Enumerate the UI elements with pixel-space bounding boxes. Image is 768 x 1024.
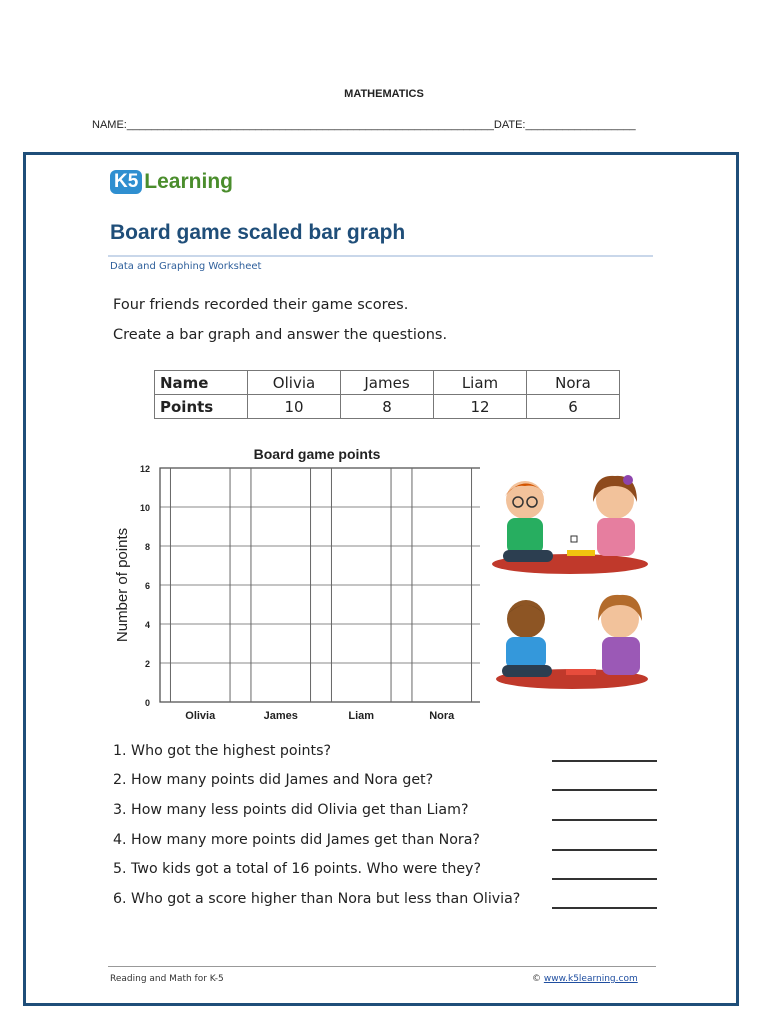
answer-blank-4[interactable] xyxy=(552,849,657,851)
table-cell: James xyxy=(341,371,434,395)
question-4: 4. How many more points did James get than Nora? xyxy=(113,832,480,848)
answer-blank-3[interactable] xyxy=(552,819,657,821)
answer-blank-5[interactable] xyxy=(552,878,657,880)
table-cell: 6 xyxy=(527,395,620,419)
table-cell: 8 xyxy=(341,395,434,419)
y-tick-label: 4 xyxy=(144,620,150,630)
x-tick-label: Olivia xyxy=(185,710,216,722)
kids-playing-illustration-2 xyxy=(490,593,660,693)
x-tick-label: James xyxy=(263,710,298,722)
question-3: 3. How many less points did Olivia get than Liam? xyxy=(113,802,469,818)
footer-text: Reading and Math for K-5 xyxy=(110,974,224,984)
y-axis-label: Number of points xyxy=(114,527,131,643)
question-6: 6. Who got a score higher than Nora but less than Olivia? xyxy=(113,891,521,907)
instruction-1: Four friends recorded their game scores. xyxy=(113,297,409,313)
table-cell: 12 xyxy=(434,395,527,419)
question-5: 5. Two kids got a total of 16 points. Who were they? xyxy=(113,861,481,877)
y-tick-label: 8 xyxy=(144,542,150,552)
y-tick-label: 10 xyxy=(139,503,150,513)
answer-blank-6[interactable] xyxy=(552,907,657,909)
table-cell: 10 xyxy=(248,395,341,419)
footer-divider xyxy=(108,966,656,967)
copyright-symbol: © xyxy=(532,974,541,984)
instruction-2: Create a bar graph and answer the questions. xyxy=(113,327,448,343)
table-cell: Nora xyxy=(527,371,620,395)
question-2: 2. How many points did James and Nora get? xyxy=(113,772,434,788)
footer-link[interactable]: www.k5learning.com xyxy=(543,974,638,984)
y-tick-label: 2 xyxy=(144,659,150,669)
y-tick-label: 6 xyxy=(144,581,150,591)
question-1: 1. Who got the highest points? xyxy=(113,743,332,759)
table-row xyxy=(155,371,620,395)
logo-prefix: K5 xyxy=(110,170,142,194)
scores-table xyxy=(154,370,620,419)
worksheet-subtitle: Data and Graphing Worksheet xyxy=(110,261,262,272)
y-tick-label: 12 xyxy=(139,464,150,474)
answer-blank-2[interactable] xyxy=(552,789,657,791)
table-row xyxy=(155,395,620,419)
x-tick-label: Nora xyxy=(429,710,455,722)
footer-credit xyxy=(532,974,638,984)
bar-graph xyxy=(100,440,480,730)
y-tick-label: 0 xyxy=(144,698,150,708)
table-cell: Olivia xyxy=(248,371,341,395)
answer-blank-1[interactable] xyxy=(552,760,657,762)
name-date-line: NAME:____________________________________________________________DATE:__________________ xyxy=(92,119,636,131)
table-header-name: Name xyxy=(155,371,248,395)
table-cell: Liam xyxy=(434,371,527,395)
table-header-points: Points xyxy=(155,395,248,419)
title-divider xyxy=(108,255,653,257)
document-title: MATHEMATICS xyxy=(344,88,424,100)
logo-word: Learning xyxy=(144,170,233,193)
x-tick-label: Liam xyxy=(348,710,375,722)
kids-playing-illustration xyxy=(485,472,655,577)
k5-learning-logo xyxy=(110,170,233,194)
worksheet-title: Board game scaled bar graph xyxy=(110,221,406,244)
chart-title: Board game points xyxy=(253,446,381,462)
